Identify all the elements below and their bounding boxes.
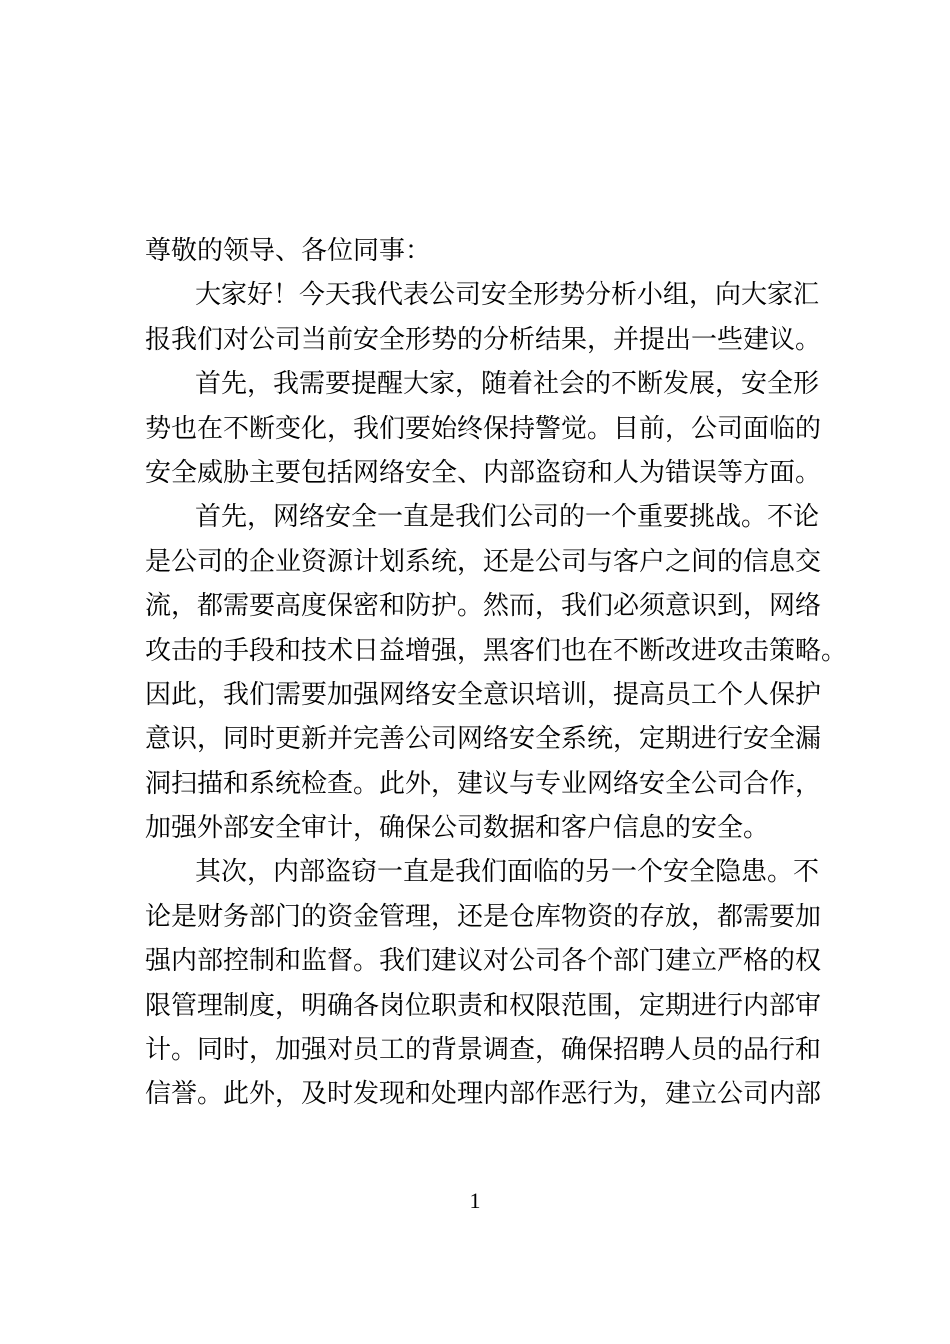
paragraph-line: 是公司的企业资源计划系统，还是公司与客户之间的信息交	[145, 546, 822, 577]
paragraph-line: 信誉。此外，及时发现和处理内部作恶行为，建立公司内部	[145, 1079, 822, 1110]
document-body	[145, 229, 848, 1117]
paragraph-line: 论是财务部门的资金管理，还是仓库物资的存放，都需要加	[145, 901, 822, 932]
paragraph-line: 安全威胁主要包括网络安全、内部盗窃和人为错误等方面。	[145, 457, 822, 488]
paragraph-line: 攻击的手段和技术日益增强，黑客们也在不断改进攻击策略。	[145, 635, 848, 666]
paragraph-line: 强内部控制和监督。我们建议对公司各个部门建立严格的权	[145, 946, 822, 977]
paragraph-line: 报我们对公司当前安全形势的分析结果，并提出一些建议。	[145, 324, 822, 355]
paragraph-line: 意识，同时更新并完善公司网络安全系统，定期进行安全漏	[145, 724, 822, 755]
paragraph-line: 计。同时，加强对员工的背景调查，确保招聘人员的品行和	[145, 1035, 822, 1066]
paragraph-line: 限管理制度，明确各岗位职责和权限范围，定期进行内部审	[145, 990, 822, 1021]
paragraph-line: 首先，我需要提醒大家，随着社会的不断发展，安全形	[195, 369, 820, 400]
paragraph-line: 势也在不断变化，我们要始终保持警觉。目前，公司面临的	[145, 413, 822, 444]
paragraph-line: 因此，我们需要加强网络安全意识培训，提高员工个人保护	[145, 679, 822, 710]
paragraph-line: 首先，网络安全一直是我们公司的一个重要挑战。不论	[195, 502, 820, 533]
paragraph-line: 其次，内部盗窃一直是我们面临的另一个安全隐患。不	[195, 857, 820, 888]
page-number: 1	[469, 1188, 481, 1213]
paragraph-line: 流，都需要高度保密和防护。然而，我们必须意识到，网络	[145, 591, 822, 622]
paragraph-line: 洞扫描和系统检查。此外，建议与专业网络安全公司合作，	[145, 768, 822, 799]
salutation-line: 尊敬的领导、各位同事：	[145, 236, 432, 266]
paragraph-line: 大家好！今天我代表公司安全形势分析小组，向大家汇	[195, 280, 820, 311]
paragraph-line: 加强外部安全审计，确保公司数据和客户信息的安全。	[145, 813, 770, 844]
